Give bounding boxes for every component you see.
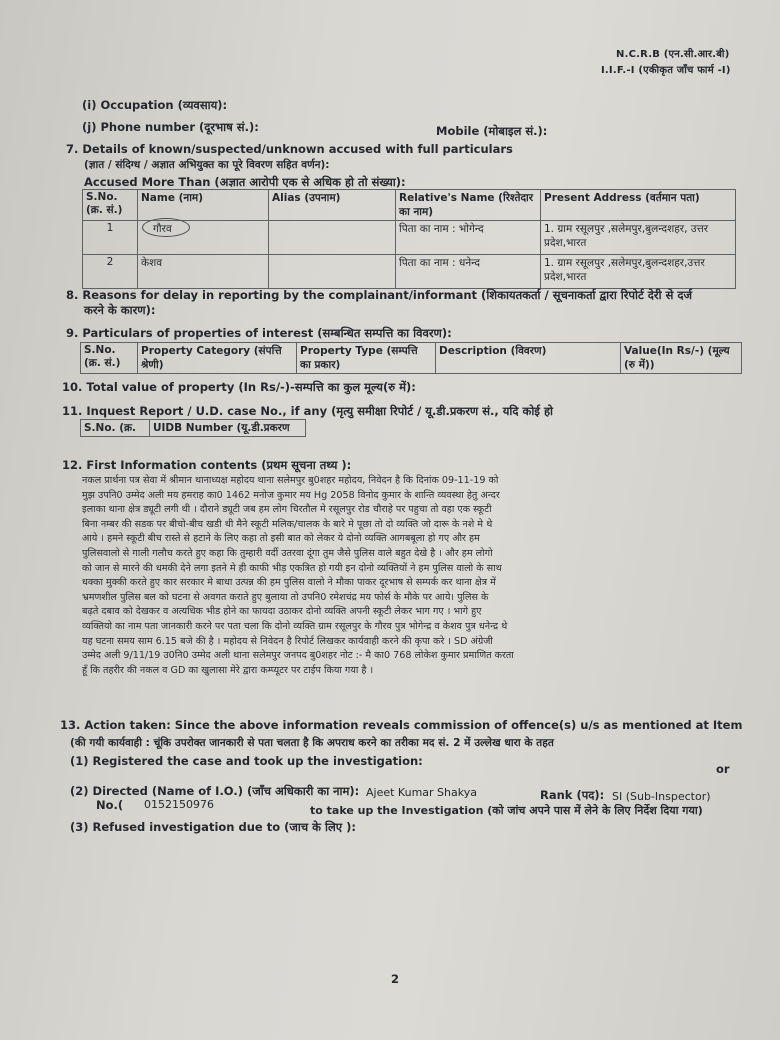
fir-line: धक्का मुक्की करते हुए कार सरकार मे बाधा उत्पन्न की हम पुलिस वालो ने मौका पाकर दूरभाष से सम्पर्क कर थाना क्षेत्र में [82,577,496,589]
col-alias: Alias (उपनाम) [269,190,396,221]
directed-instruction: to take up the Investigation (को जांच अपने पास में लेने के लिए निर्देश दिया गया) [310,804,703,817]
row-name [138,221,269,255]
section8-title: 8. Reasons for delay in reporting by the complainant/informant (शिकायतकर्ता / सूचनाकर्ता द्वारा रिपोर्ट देरी से दर्ज [66,288,693,302]
io-number-label: No.( [96,798,124,812]
inquest-table-header [81,420,306,437]
section7-subtitle: (ज्ञात / संदिग्ध / अज्ञात अभियुक्त का पूरे विवरण सहित वर्णन): [84,159,330,171]
fir-line: व्यक्तियो का नाम पता जानकारी करने पर पता चला कि दोनो व्यक्ति ग्राम रसूलपुर के गौरव पुत्र भोगेन्द्र व केशव पुत्र धनेन्द्र थे [82,620,508,632]
fir-line: भ्रमणशील पुलिस बल को घटना से अवगत कराते हुए बुलाया तो उपनि0 रमेशचंद्र मय फोर्स के मौके पर आये। पुलिस के [82,591,489,603]
col-sno: S.No. (क्र. [81,420,150,437]
fir-line: आये । हमने स्कूटी बीच रास्ते से हटाने के लिए कहा तो इसी बात को लेकर ये दोनो व्यक्ति आगबबूला हो गए और हम [82,533,480,545]
occupation-label: (i) Occupation (व्यवसाय): [82,98,228,112]
row-address: 1. ग्राम रसूलपुर ,सलेमपुर,बुलन्दशहर, उत्तर प्रदेश,भारत [541,221,736,255]
io-name: Ajeet Kumar Shakya [366,786,477,799]
row-address: 1. ग्राम रसूलपुर ,सलेमपुर,बुलन्दशहर,उत्तर प्रदेश,भारत [541,255,736,289]
row-sno: 2 [83,255,138,289]
section8-continued: करने के कारण): [84,303,156,317]
section9-title: 9. Particulars of properties of interest (सम्बन्धित सम्पत्ति का विवरण): [66,326,452,340]
fir-line: बिना नम्बर की सडक पर बीचो-बीच खडी थी मैने स्कूटी मलिक/चालक के बारे मे पूछा तो दो व्यक्ति जो दारू के नशे मे थे [82,518,493,530]
col-relative: Relative's Name (रिश्तेदार का नाम) [396,190,541,221]
action-registered: (1) Registered the case and took up the investigation: [70,754,423,768]
col-value: Value(In Rs/-) (मूल्य (रु में)) [621,343,742,374]
col-sno: S.No. (क्र. सं.) [81,343,138,374]
fir-content [82,474,662,678]
header-ncrb: N.C.R.B (एन.सी.आर.बी) [616,49,730,60]
row-name: केशव [138,255,269,289]
properties-table-header [81,343,742,374]
accused-table-header [83,190,736,221]
inquest-table [80,419,306,437]
row-alias [269,221,396,255]
properties-table [80,342,742,374]
col-property-category: Property Category (संपत्ति श्रेणी) [138,343,297,374]
fir-line: मुझ उपनि0 उम्मेद अली मय हमराह का0 1462 मनोज कुमार मय Hg 2058 विनोद कुमार के शान्ति व्यवस्था हेतु अन्दर [82,489,500,501]
fir-line: हूँ कि तहरीर की नकल व GD का खुलासा मेरे द्वारा कम्प्यूटर पर टाईप किया गया है । [82,664,374,676]
col-name: Name (नाम) [138,190,269,221]
row-relative: पिता का नाम : धनेन्द [396,255,541,289]
section10-title: 10. Total value of property (In Rs/-)-सम्पत्ति का कुल मूल्य(रु में): [62,380,416,394]
col-sno: S.No.(क्र. सं.) [83,190,138,221]
col-address: Present Address (वर्तमान पता) [541,190,736,221]
table-row [83,255,736,289]
section12-title: 12. First Information contents (प्रथम सूचना तथ्य ): [62,458,352,472]
rank-label: Rank (पद): [540,788,605,802]
table-row [83,221,736,255]
header-form-title: I.I.F.-I (एकीकृत जाँच फार्म -I) [601,65,731,76]
accused-more-than: Accused More Than (अज्ञात आरोपी एक से अधिक हो तो संख्या): [84,175,406,189]
col-uidb-number: UIDB Number (यू.डी.प्रकरण [150,420,306,437]
fir-line: उम्मेद अली 9/11/19 उ0नि0 उम्मेद अली थाना सलेमपुर जनपद बु0शहर नोट :- मै का0 768 लोकेश कुमार प्रमाणित करता [82,650,514,662]
fir-line: पुलिसवालो से गाली गलौच करते हुए कहा कि तुम्हारी वर्दी उतरवा दूंगा तुम जैसे पुलिस वाले बहुत देखे है । और हम लोगो [82,547,493,559]
io-number-value: 0152150976 [144,798,214,811]
refused-investigation: (3) Refused investigation due to (जाच के लिए ): [70,820,356,834]
fir-line: नकल प्रार्थना पत्र सेवा में श्रीमान थानाध्यक्ष महोदय थाना सलेमपुर बु0शहर महोदय, निवेदन है कि दिनांक 09-11-19 को [82,475,499,486]
section13-title: 13. Action taken: Since the above information reveals commission of offence(s) u/s as mentioned at Item [60,718,743,732]
fir-line: यह घटना समय साम 6.15 बजे की है । महोदय से निवेदन है रिपोर्ट लिखकर कार्यवाही करने की कृपा करे । SD अंग्रेजी [82,635,493,647]
accused-name: गौरव [153,223,172,235]
col-description: Description (विवरण) [436,343,621,374]
page-number: 2 [391,972,400,986]
section13-subtitle: (की गयी कार्यवाही : चूंकि उपरोक्त जानकारी से पता चलता है कि अपराध करने का तरीका मद सं. 2 में उल्लेख धारा के तहत [70,737,554,749]
rank-value: SI (Sub-Inspector) [612,790,711,803]
phone-label: (j) Phone number (दूरभाष सं.): [82,120,259,134]
accused-table [82,189,736,289]
row-alias [269,255,396,289]
row-relative: पिता का नाम : भोगेन्द [396,221,541,255]
mobile-label: Mobile (मोबाइल सं.): [436,124,548,138]
fir-line: बढ़ते दबाव को देखकर व अत्यधिक भीड होने का फायदा उठाकर दोनो व्यक्ति अपनी स्कूटी लेकर भाग गए । भागे हुए [82,606,482,618]
hand-drawn-circle-mark [142,218,190,237]
row-sno: 1 [83,221,138,255]
fir-line: को जान से मारने की धमकी देने लगा इतने मे ही काफी भीड़ एकत्रित हो गयी इन दोनो व्यक्तियों ने हम पुलिस वालो के साथ [82,562,502,574]
or-label: or [716,762,730,776]
col-property-type: Property Type (सम्पत्ति का प्रकार) [297,343,436,374]
fir-line: इलाका थाना क्षेत्र ड्यूटी लगी थी । दौराने ड्यूटी जब हम लोग चिरतौल मे रसूलपुर रोड चौराहे पर पहुचा तो वहा एक स्कूटी [82,504,492,516]
directed-io-label: (2) Directed (Name of I.O.) (जाँच अधिकारी का नाम): [70,784,360,798]
section7-title: 7. Details of known/suspected/unknown accused with full particulars [66,142,513,156]
section11-title: 11. Inquest Report / U.D. case No., if any (मृत्यु समीक्षा रिपोर्ट / यू.डी.प्रकरण सं., यदि कोई हो [62,404,554,418]
